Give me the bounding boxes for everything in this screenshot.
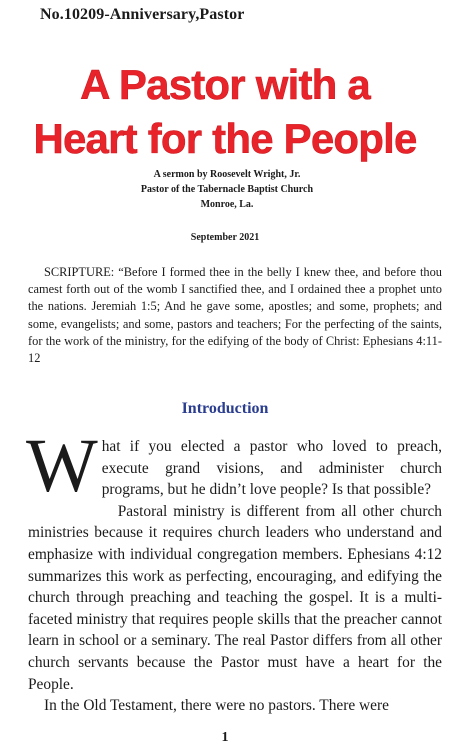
byline-church: Pastor of the Tabernacle Baptist Church xyxy=(140,184,314,195)
scripture-paragraph: SCRIPTURE: “Before I formed thee in the belly I knew thee, and before thou camest forth out of the womb I sanctified thee, and I ordained thee a prophet unto the nations. Jeremiah 1:5; And he gave some, apostles; and some, prophets; and some, evangelists; and some, pastors and teachers; For the perfecting of the saints, for the work of the ministry, for the edifying of the body of Christ: Ephesians 4:11-12 xyxy=(28,265,442,366)
sermon-date: September 2021 xyxy=(190,232,260,243)
sermon-title-line-2: Heart for the People xyxy=(33,115,417,162)
introduction-heading: Introduction xyxy=(181,400,269,417)
sermon-title-line-1: A Pastor with a xyxy=(80,61,370,108)
byline-location: Monroe, La. xyxy=(200,199,254,210)
byline xyxy=(112,167,342,212)
document-header: No.10209-Anniversary,Pastor xyxy=(40,6,245,23)
page-number: 1 xyxy=(221,730,229,745)
drop-cap: W xyxy=(26,424,98,508)
byline-author: A sermon by Roosevelt Wright, Jr. xyxy=(153,169,301,180)
body-paragraph-2: Pastoral ministry is different from all other church ministries because it requires church leaders who understand and emphasize with individual congregation members. Ephesians 4:12 summarizes this work as perfecting, encouraging, and edifying the church through preaching and teaching the gospel. It is a multi-faceted ministry that requires people skills that the preacher cannot learn in school or a seminary. The real Pastor differs from all other church servants because the Pastor must have a heart for the People. xyxy=(28,502,442,693)
body-paragraph-3: In the Old Testament, there were no pastors. There were xyxy=(44,697,389,715)
sermon-body xyxy=(26,424,442,717)
body-paragraph-1: hat if you elected a pastor who loved to preach, execute grand visions, and administer church programs, but he didn’t love people? Is that possible? xyxy=(101,438,442,499)
